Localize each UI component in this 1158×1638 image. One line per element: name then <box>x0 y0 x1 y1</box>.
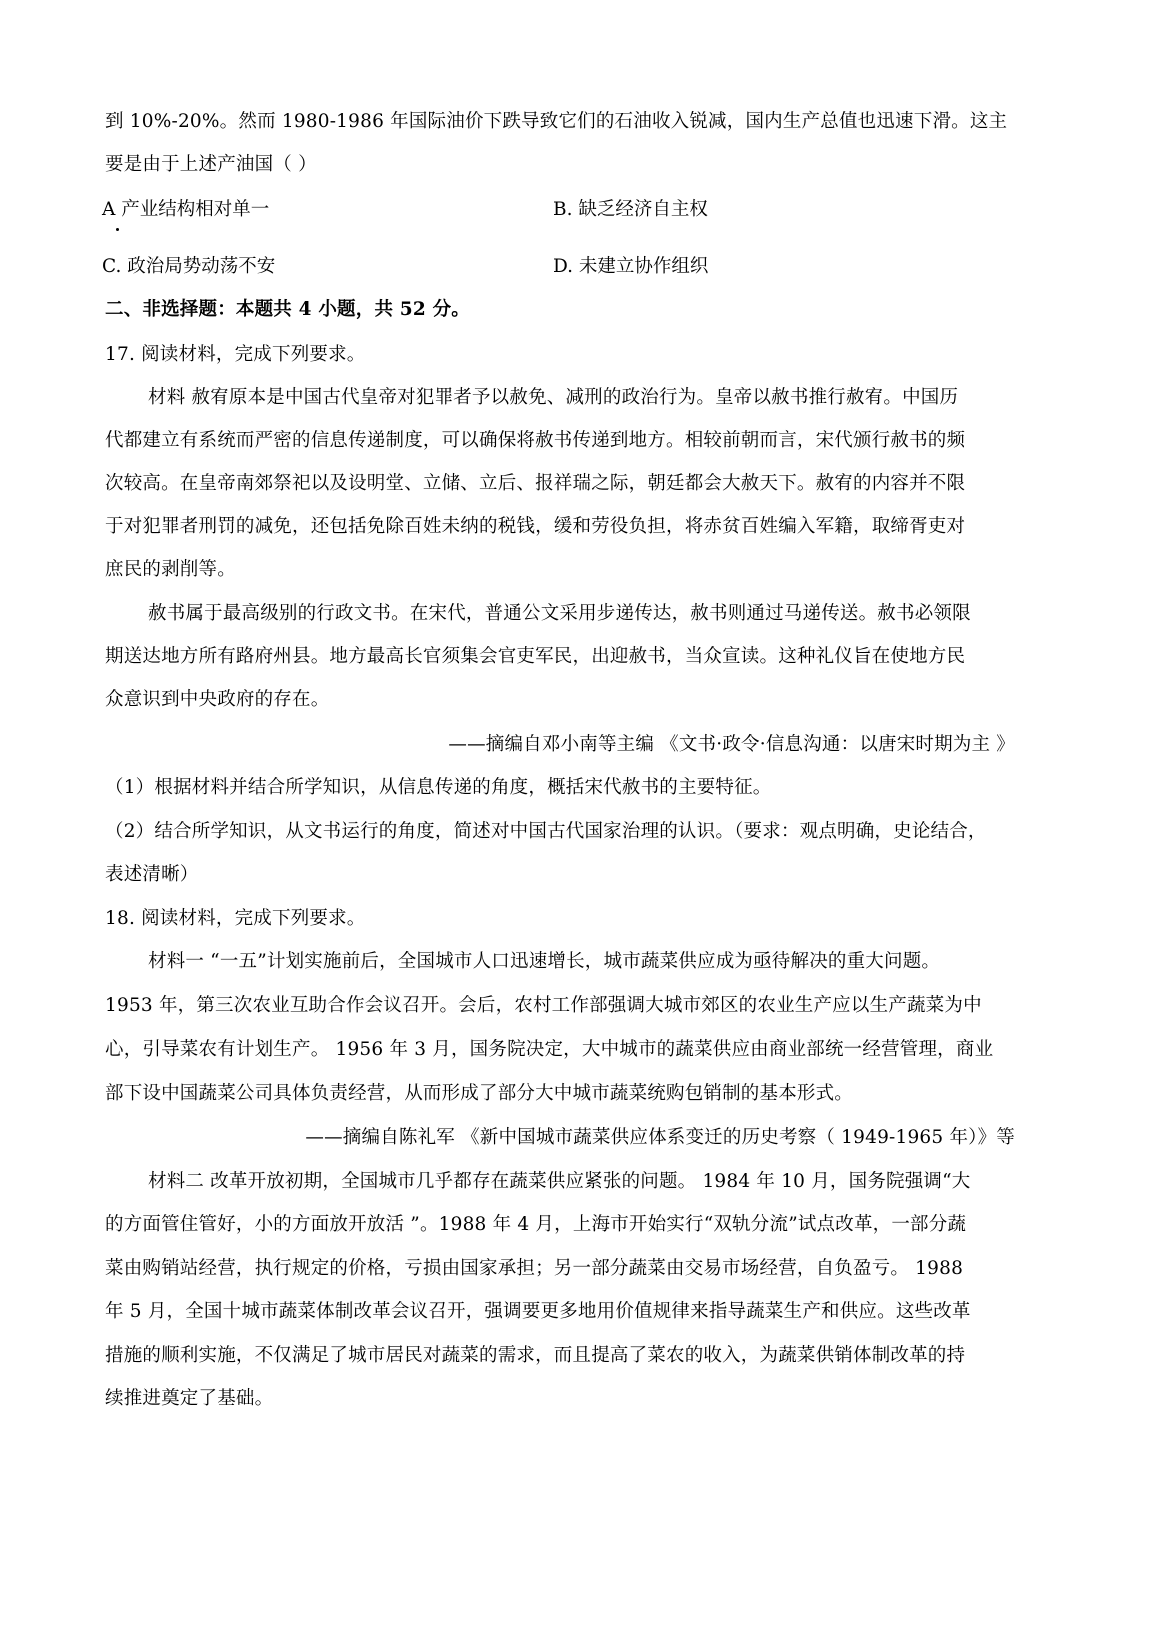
q18-m1-source: ——摘编自陈礼军 《新中国城市蔬菜供应体系变迁的历史考察（ 1949-1965 年）》等 <box>305 1127 1015 1148</box>
q17-para2-line-2: 期送达地方所有路府州县。地方最高长官须集会官吏军民，出迎赦书，当众宣读。这种礼仪旨在使地方民 <box>105 646 966 667</box>
q18-m2-line-1: 材料二 改革开放初期，全国城市几乎都存在蔬菜供应紧张的问题。 1984 年 10 月，国务院强调“大 <box>148 1171 971 1192</box>
q18-m1-line-3: 心，引导菜农有计划生产。 1956 年 3 月，国务院决定，大中城市的蔬菜供应由商业部统一经营管理，商业 <box>105 1039 994 1060</box>
q18-m1-line-4: 部下设中国蔬菜公司具体负责经营，从而形成了部分大中城市蔬菜统购包销制的基本形式。 <box>105 1083 854 1104</box>
q18-title: 18. 阅读材料，完成下列要求。 <box>105 908 366 929</box>
option-dot <box>116 228 119 231</box>
q18-m2-line-6: 续推进奠定了基础。 <box>105 1388 274 1409</box>
section-2-header: 二、非选择题：本题共 4 小题，共 52 分。 <box>105 299 470 320</box>
q16-option-c: C. 政治局势动荡不安 <box>102 256 276 277</box>
q16-option-d: D. 未建立协作组织 <box>553 256 709 277</box>
q18-m2-line-3: 菜由购销站经营，执行规定的价格，亏损由国家承担；另一部分蔬菜由交易市场经营，自负盈亏。 1988 <box>105 1258 964 1279</box>
q17-subquestion-2-line-1: （2）结合所学知识，从文书运行的角度，简述对中国古代国家治理的认识。（要求：观点明确，史论结合， <box>105 821 987 842</box>
q16-stem-line-2: 要是由于上述产油国（ ） <box>105 154 317 175</box>
q17-source: ——摘编自邓小南等主编 《文书·政令·信息沟通：以唐宋时期为主 》 <box>448 734 1015 755</box>
q17-para1-line-3: 次较高。在皇帝南郊祭祀以及设明堂、立储、立后、报祥瑞之际，朝廷都会大赦天下。赦宥的内容并不限 <box>105 473 966 494</box>
q17-para2-line-3: 众意识到中央政府的存在。 <box>105 689 330 710</box>
q18-m1-line-2: 1953 年，第三次农业互助合作会议召开。会后，农村工作部强调大城市郊区的农业生产应以生产蔬菜为中 <box>105 995 982 1016</box>
q18-m2-line-2: 的方面管住管好，小的方面放开放活 ”。1988 年 4 月，上海市开始实行“双轨分流”试点改革，一部分蔬 <box>105 1214 967 1235</box>
q18-m2-line-5: 措施的顺利实施，不仅满足了城市居民对蔬菜的需求，而且提高了菜农的收入，为蔬菜供销体制改革的持 <box>105 1345 966 1366</box>
q17-subquestion-1: （1）根据材料并结合所学知识，从信息传递的角度，概括宋代赦书的主要特征。 <box>105 777 772 798</box>
q16-option-a: A 产业结构相对单一 <box>102 199 270 220</box>
q17-para1-line-1: 材料 赦宥原本是中国古代皇帝对犯罪者予以赦免、减刑的政治行为。皇帝以赦书推行赦宥。中国历 <box>148 387 959 408</box>
q17-para1-line-4: 于对犯罪者刑罚的减免，还包括免除百姓未纳的税钱，缓和劳役负担，将赤贫百姓编入军籍，取缔胥吏对 <box>105 516 966 537</box>
q18-m2-line-4: 年 5 月，全国十城市蔬菜体制改革会议召开，强调要更多地用价值规律来指导蔬菜生产和供应。这些改革 <box>105 1301 971 1322</box>
q16-option-b: B. 缺乏经济自主权 <box>553 199 708 220</box>
q16-stem-line-1: 到 10%-20%。然而 1980-1986 年国际油价下跌导致它们的石油收入锐减，国内生产总值也迅速下滑。这主 <box>105 111 1008 132</box>
q18-m1-line-1: 材料一 “一五”计划实施前后，全国城市人口迅速增长，城市蔬菜供应成为亟待解决的重大问题。 <box>148 951 941 972</box>
q17-para1-line-5: 庶民的剥削等。 <box>105 559 236 580</box>
q17-title: 17. 阅读材料，完成下列要求。 <box>105 344 366 365</box>
q17-subquestion-2-line-2: 表述清晰） <box>105 864 199 885</box>
q17-para1-line-2: 代都建立有系统而严密的信息传递制度，可以确保将赦书传递到地方。相较前朝而言，宋代颁行赦书的频 <box>105 430 966 451</box>
q17-para2-line-1: 赦书属于最高级别的行政文书。在宋代，普通公文采用步递传达，赦书则通过马递传送。赦书必领限 <box>148 603 971 624</box>
